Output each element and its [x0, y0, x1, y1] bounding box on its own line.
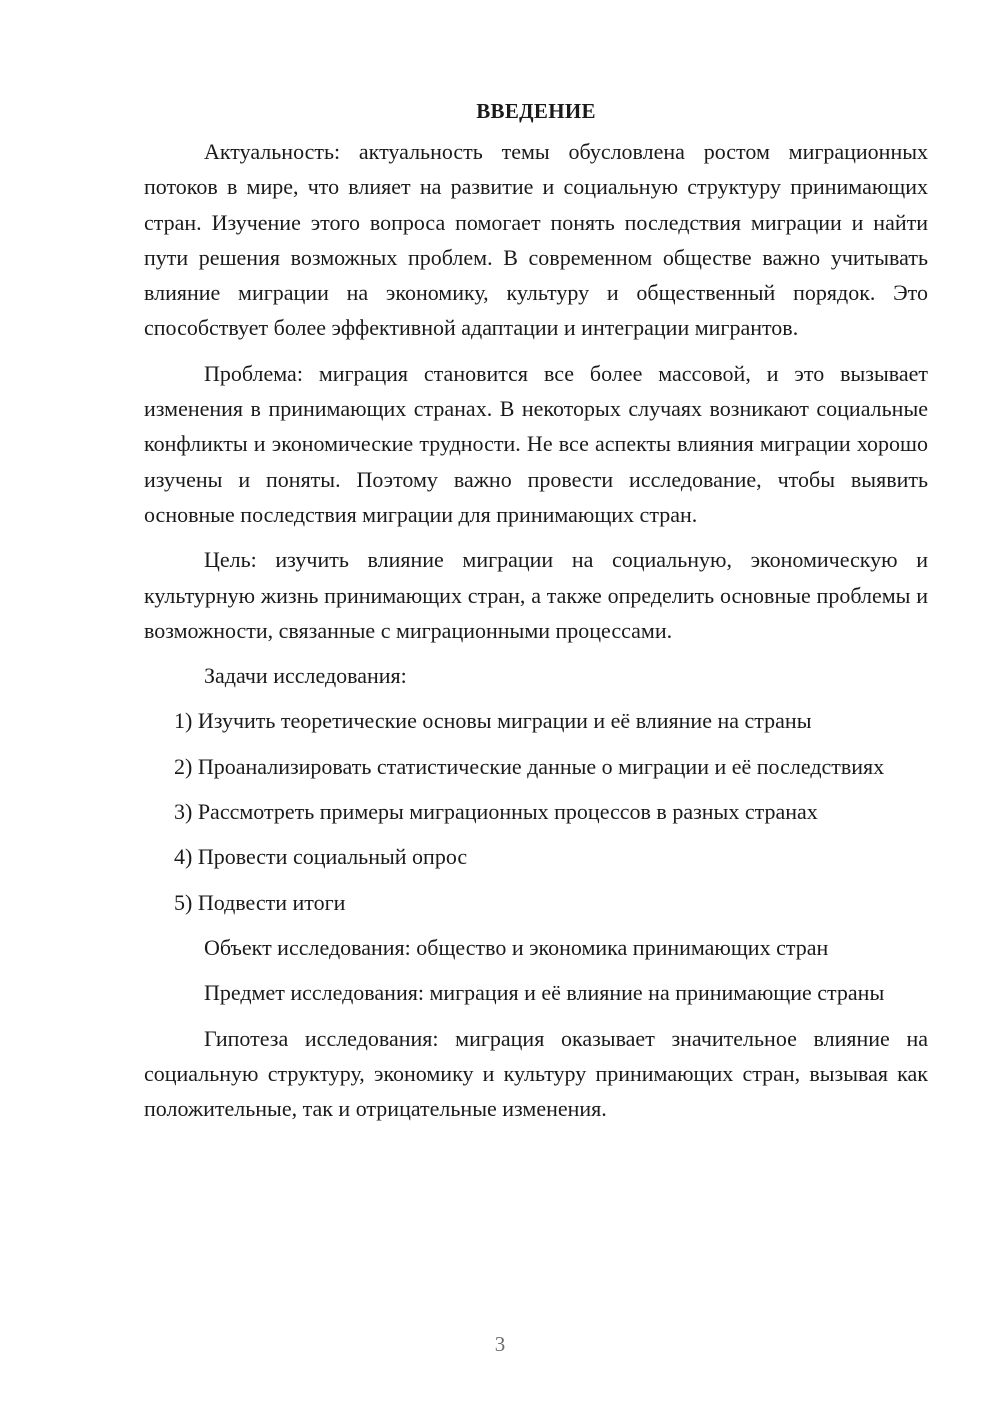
object-paragraph: Объект исследования: общество и экономика принимающих стран — [204, 934, 829, 960]
task-item-1: 1) Изучить теоретические основы миграции и её влияние на страны — [174, 708, 812, 734]
page-number: 3 — [494, 1332, 506, 1356]
goal-paragraph: Цель: изучить влияние миграции на социальную, экономическую и культурную жизнь принимающих стран, а также определить основные проблемы и возможности, связанные с миграционными процессами. — [144, 547, 928, 643]
problem-paragraph: Проблема: миграция становится все более массовой, и это вызывает изменения в принимающих странах. В некоторых случаях возникают социальные конфликты и экономические трудности. Не все аспекты влияния миграции хорошо изучены и поняты. Поэтому важно провести исследование, чтобы выявить основные последствия миграции для принимающих стран. — [144, 360, 928, 527]
hypothesis-paragraph: Гипотеза исследования: миграция оказывает значительное влияние на социальную структуру, экономику и культуру принимающих стран, вызывая как положительные, так и отрицательные изменения. — [144, 1025, 928, 1122]
tasks-title: Задачи исследования: — [204, 663, 407, 689]
section-heading: ВВЕДЕНИЕ — [476, 99, 596, 123]
relevance-paragraph: Актуальность: актуальность темы обусловлена ростом миграционных потоков в мире, что влияет на развитие и социальную структуру принимающих стран. Изучение этого вопроса помогает понять последствия миграции и найти пути решения возможных проблем. В современном обществе важно учитывать влияние миграции на экономику, культуру и общественный порядок. Это способствует более эффективной адаптации и интеграции мигрантов. — [144, 139, 928, 341]
task-item-4: 4) Провести социальный опрос — [174, 844, 468, 870]
tasks-list — [144, 703, 928, 919]
subject-paragraph: Предмет исследования: миграция и её влияние на принимающие страны — [204, 980, 885, 1006]
task-item-2: 2) Проанализировать статистические данные о миграции и её последствиях — [174, 753, 885, 779]
task-item-3: 3) Рассмотреть примеры миграционных процессов в разных странах — [174, 799, 818, 825]
page-content — [144, 96, 928, 1126]
task-item-5: 5) Подвести итоги — [174, 889, 346, 915]
